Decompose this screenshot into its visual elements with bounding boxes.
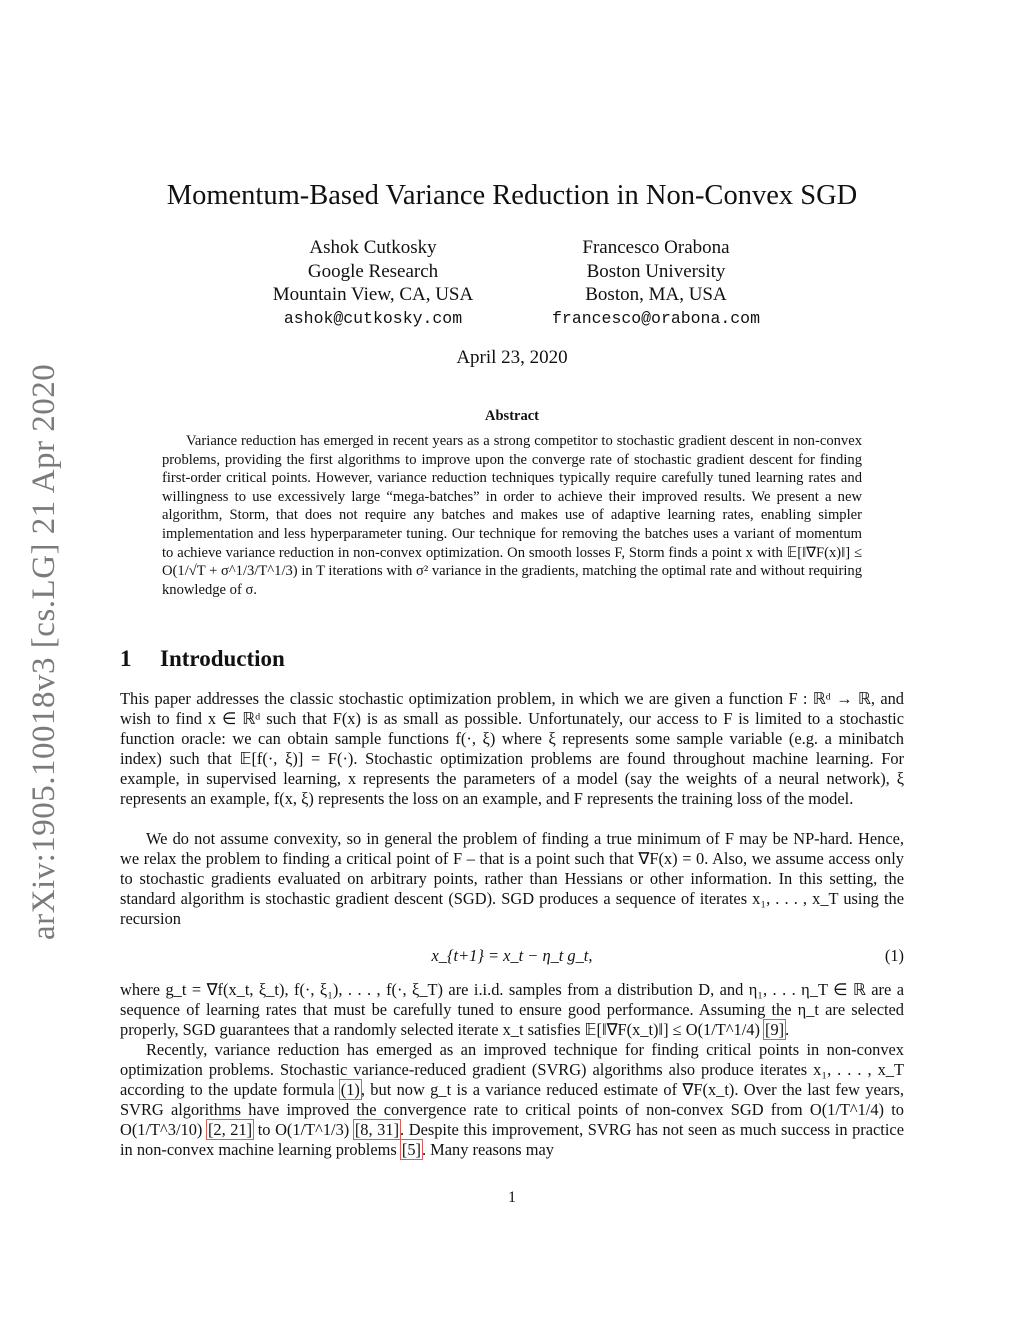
author-affiliation: Boston University <box>586 260 726 282</box>
author-email[interactable]: ashok@cutkosky.com <box>283 308 463 328</box>
paragraph-text: . Despite this improvement, SVRG has not seen as much success in practice in non-convex machine learning problems <box>120 1120 904 1159</box>
intro-paragraph-2: We do not assume convexity, so in general the problem of finding a true minimum of F may be NP-hard. Hence, we relax the problem to finding a critical point of F – that is a point such that ∇F(x) = 0. Also, we assume access only to stochastic gradients evaluated on arbitrary points, rather than Hessians or other information. In this setting, the standard algorithm is stochastic gradient descent (SGD). SGD produces a sequence of iterates x₁, . . . , x_T using the recursion <box>120 829 904 928</box>
author-block-2 <box>525 236 787 330</box>
paragraph-text: where g_t = ∇f(x_t, ξ_t), f(·, ξ₁), . . . , f(·, ξ_T) are i.i.d. samples from a distribution D, and η₁, . . . η_T ∈ ℝ are a sequence of learning rates that must be carefully tuned to ensure good performance. Assuming the η_t are selected properly, SGD guarantees that a randomly selected iterate x_t satisfies 𝔼[‖∇F(x_t)‖] ≤ O(1/T^1/4) <box>120 980 904 1039</box>
publication-date: April 23, 2020 <box>456 347 568 368</box>
author-location: Mountain View, CA, USA <box>272 284 474 305</box>
abstract-text: Variance reduction has emerged in recent years as a strong competitor to stochastic gradient descent in non-convex problems, providing the first algorithms to improve upon the converge rate of stochastic gradient descent for finding first-order critical points. However, variance reduction techniques typically require carefully tuned learning rates and willingness to use excessively large “mega-batches” in order to achieve their improved results. We present a new algorithm, Storm, that does not require any batches and makes use of adaptive learning rates, enabling simpler implementation and less hyperparameter tuning. Our technique for removing the batches uses a variant of momentum to achieve variance reduction in non-convex optimization. On smooth losses F, Storm finds a point x with 𝔼[‖∇F(x)‖] ≤ O(1/√T + σ^1/3/T^1/3) in T iterations with σ² variance in the gradients, matching the optimal rate and without requiring knowledge of σ. <box>162 433 862 598</box>
author-email[interactable]: francesco@orabona.com <box>552 308 760 328</box>
abstract-heading: Abstract <box>485 408 539 424</box>
section-heading <box>120 644 285 674</box>
paper-title: Momentum-Based Variance Reduction in Non-Convex SGD <box>166 180 858 211</box>
author-affiliation: Google Research <box>307 260 439 282</box>
paragraph-text: , but now g_t is a variance reduced estimate of ∇F(x_t). Over the last few years, SVRG algorithms have improved the convergence rate to critical points of non-convex SGD from O(1/T^1/4) to O(1/T^3/10) <box>120 1080 904 1139</box>
author-name: Francesco Orabona <box>582 237 730 258</box>
page-number: 1 <box>508 1189 516 1206</box>
paragraph-text: . Many reasons may <box>421 1140 554 1159</box>
author-location: Boston, MA, USA <box>585 284 727 305</box>
citation-link[interactable]: [2, 21] <box>207 1120 253 1139</box>
citation-link[interactable]: [8, 31] <box>354 1120 400 1139</box>
citation-link[interactable]: [9] <box>765 1020 785 1039</box>
equation-1 <box>120 944 904 968</box>
intro-paragraph-4 <box>120 1040 904 1160</box>
equation-reference-link[interactable]: (1) <box>340 1080 360 1099</box>
citation-link[interactable]: [5] <box>401 1140 421 1159</box>
author-block-1 <box>243 236 503 330</box>
intro-paragraph-1: This paper addresses the classic stochastic optimization problem, in which we are given a function F : ℝᵈ → ℝ, and wish to find x ∈ ℝᵈ such that F(x) is as small as possible. Unfortunately, our access to F is limited to a stochastic function oracle: we can obtain sample functions f(·, ξ) where ξ represents some sample variable (e.g. a minibatch index) such that 𝔼[f(·, ξ)] = F(·). Stochastic optimization problems are found throughout machine learning. For example, in supervised learning, x represents the parameters of a model (say the weights of a neural network), ξ represents an example, f(x, ξ) represents the loss on an example, and F represents the training loss of the model. <box>120 689 904 808</box>
intro-paragraph-3: where g_t = ∇f(x_t, ξ_t), f(·, ξ₁), . . . , f(·, ξ_T) are i.i.d. samples from a distribution D, and η₁, . . . η_T ∈ ℝ are a sequence of learning rates that must be carefully tuned to ensure good performance. Assuming the η_t are selected properly, SGD guarantees that a randomly selected iterate x_t satisfies 𝔼[‖∇F(x_t)‖] ≤ O(1/T^1/4) [9]. <box>120 980 904 1039</box>
arxiv-identifier-stamp: arXiv:1905.10018v3 [cs.LG] 21 Apr 2020 <box>26 363 62 940</box>
equation-expression: x_{t+1} = x_t − η_t g_t, <box>431 946 593 965</box>
paragraph-text: Recently, variance reduction has emerged as an improved technique for finding critical points in non-convex optimization problems. Stochastic variance-reduced gradient (SVRG) algorithms also produce iterates x₁, . . . , x_T according to the update formula <box>120 1040 904 1099</box>
section-number: 1 <box>120 646 132 671</box>
paragraph-text: to O(1/T^1/3) <box>257 1120 350 1139</box>
section-title: Introduction <box>160 646 285 671</box>
equation-number: (1) <box>884 946 904 965</box>
author-name: Ashok Cutkosky <box>309 237 437 258</box>
